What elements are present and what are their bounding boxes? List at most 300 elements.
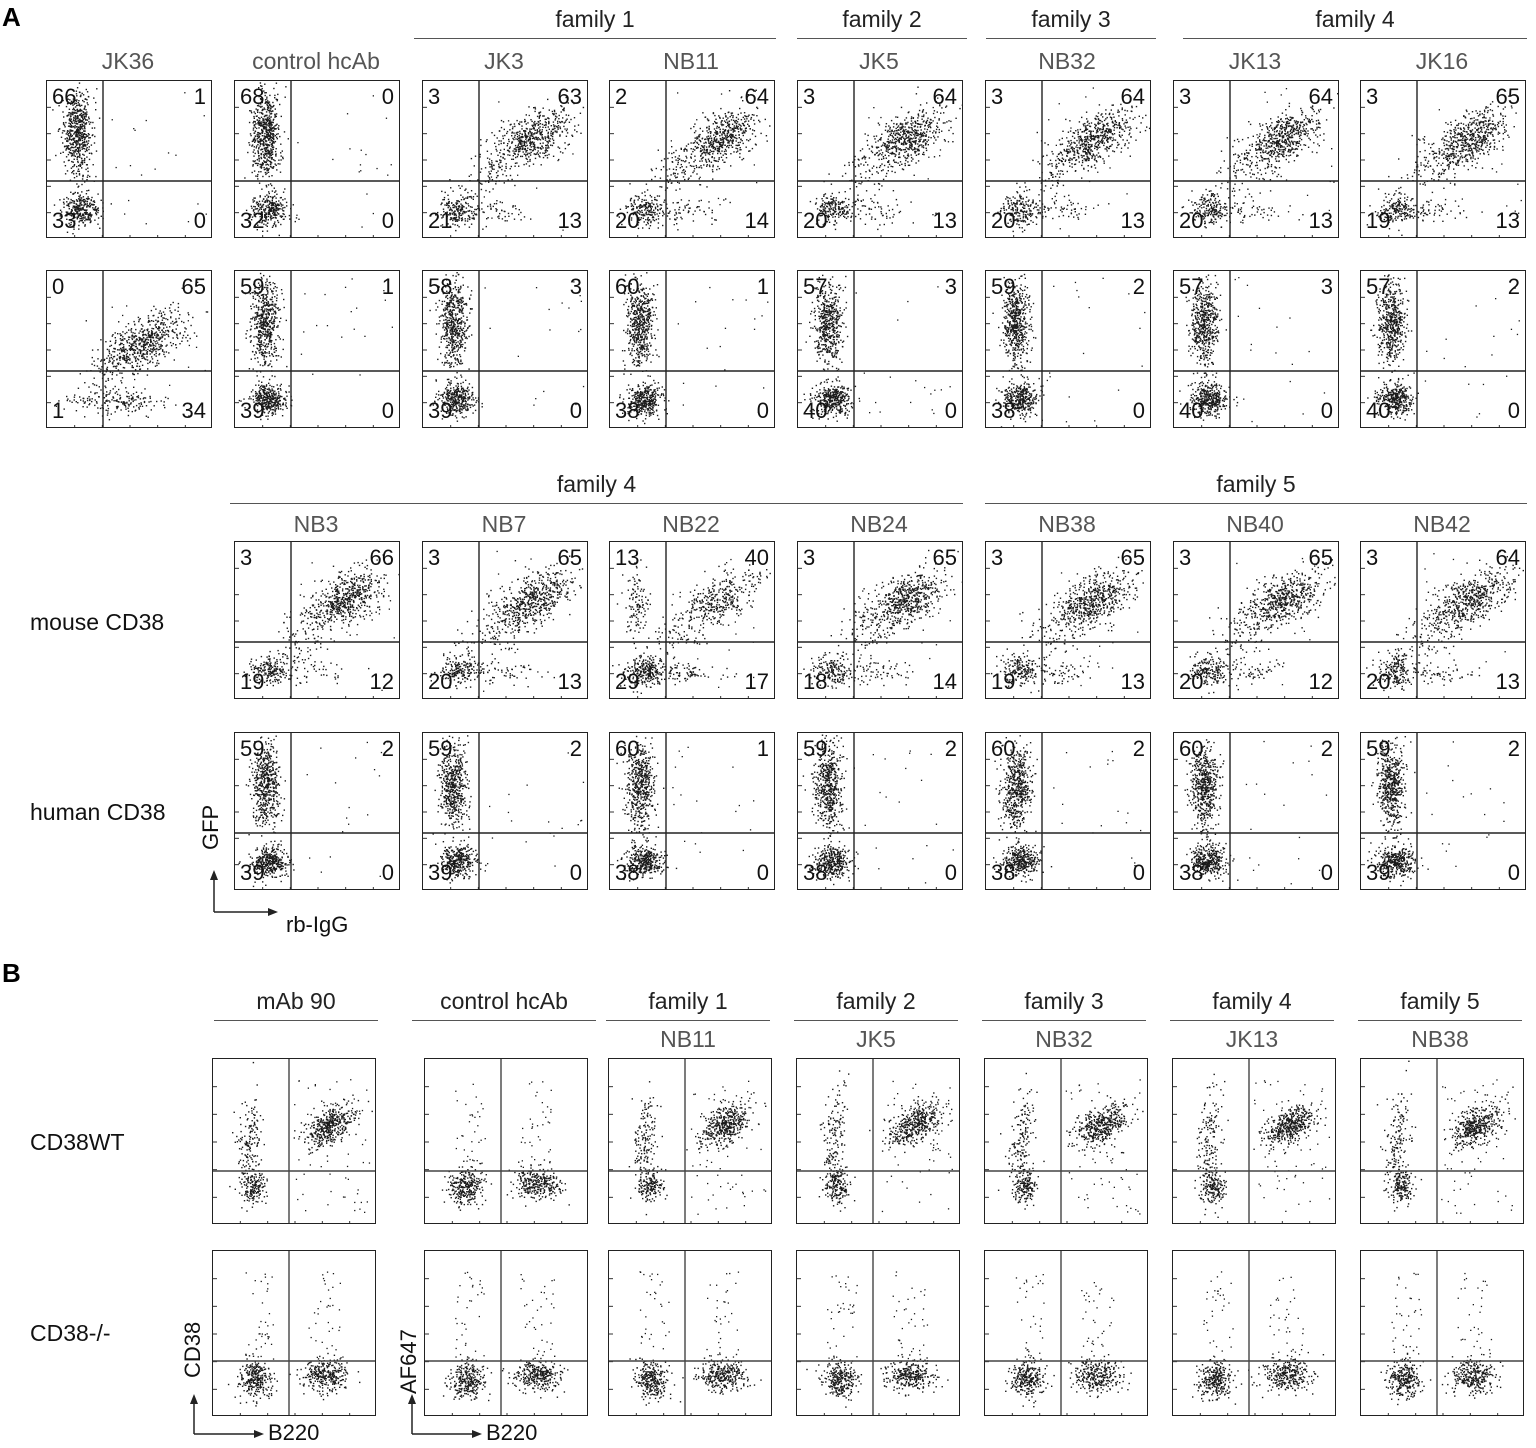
plot-b-ko-nb38-svg xyxy=(1361,1251,1524,1416)
quadrant-value-ul: 2 xyxy=(615,86,627,108)
cluster-b220pos-cd38hi xyxy=(1444,1087,1516,1163)
sparse-events xyxy=(1422,741,1505,867)
group-label-control-hcab: control hcAb xyxy=(412,988,596,1015)
clone-label-b-jk13: JK13 xyxy=(1170,1026,1334,1053)
cluster-b220neg-cd38pos xyxy=(1000,1073,1038,1201)
plot-a-mouse-nb3 xyxy=(234,541,400,699)
quadrant-value-ul: 58 xyxy=(428,276,452,298)
quadrant-value-ll: 20 xyxy=(1179,210,1203,232)
panel-letter-a: A xyxy=(2,2,21,33)
plot-a-human-nb32 xyxy=(985,270,1151,428)
group-line-b-family-1 xyxy=(606,1020,770,1021)
plot-b-ko-jk13 xyxy=(1172,1250,1336,1416)
quadrant-value-ul: 59 xyxy=(1366,738,1390,760)
sparse-column-1 xyxy=(639,1271,669,1362)
plot-a-mouse-nb7 xyxy=(422,541,588,699)
plot-a-mouse-nb38 xyxy=(985,541,1151,699)
sparse-column-1 xyxy=(1203,1271,1233,1361)
quadrant-value-ur: 64 xyxy=(1309,86,1333,108)
cluster-bridge xyxy=(640,603,704,672)
cluster-b220pos-cd38hi xyxy=(869,1092,952,1153)
clone-label-jk16: JK16 xyxy=(1360,48,1524,75)
axis-ticks xyxy=(1173,1279,1310,1416)
clone-label-nb24: NB24 xyxy=(797,511,961,538)
quadrant-value-lr: 34 xyxy=(182,400,206,422)
group-line-control-hcab xyxy=(412,1020,596,1021)
plot-b-wt-nb11 xyxy=(608,1058,772,1224)
cluster-ur xyxy=(90,302,208,388)
sparse-column-2 xyxy=(1458,1273,1493,1361)
clone-label-nb38: NB38 xyxy=(985,511,1149,538)
cluster-b220neg-low xyxy=(240,1144,268,1209)
quadrant-value-ll: 32 xyxy=(240,210,264,232)
quadrant-value-ll: 19 xyxy=(991,671,1015,693)
sparse-events xyxy=(112,92,207,224)
plot-b-wt-jk5 xyxy=(796,1058,960,1224)
sparse-column-1 xyxy=(1016,1274,1045,1362)
plot-b-wt-mab-90 xyxy=(212,1058,376,1224)
cluster-lr xyxy=(56,386,177,421)
quadrant-value-ur: 1 xyxy=(757,738,769,760)
axis-label-af647: AF647 xyxy=(396,1329,422,1394)
axis-ticks xyxy=(609,1279,746,1416)
quadrant-value-ur: 3 xyxy=(1321,276,1333,298)
quadrant-value-ur: 65 xyxy=(558,547,582,569)
plot-a-mouse-jk3 xyxy=(422,80,588,238)
plot-a-human-jk13 xyxy=(1173,270,1339,428)
group-label-mab90: mAb 90 xyxy=(214,988,378,1015)
quadrant-value-ll: 39 xyxy=(428,862,452,884)
quadrant-value-ur: 2 xyxy=(1133,738,1145,760)
plot-a-mouse-jk16 xyxy=(1360,80,1526,238)
clone-label-b-jk5: JK5 xyxy=(794,1026,958,1053)
clone-label-jk36: JK36 xyxy=(46,48,210,75)
quadrant-value-lr: 0 xyxy=(382,400,394,422)
sparse-column-1 xyxy=(246,1272,275,1359)
group-line-family-3 xyxy=(986,38,1156,39)
group-label-family-2: family 2 xyxy=(797,6,967,33)
quadrant-value-ll: 33 xyxy=(52,210,76,232)
quadrant-value-ur: 65 xyxy=(1121,547,1145,569)
sparse-column-2 xyxy=(521,1081,552,1168)
clone-label-nb40: NB40 xyxy=(1173,511,1337,538)
axis-label-cd38: CD38 xyxy=(180,1322,206,1378)
axis-ticks xyxy=(213,1279,350,1416)
quadrant-value-ul: 3 xyxy=(1179,86,1191,108)
axis-label-rb-igg: rb-IgG xyxy=(286,912,348,938)
quadrant-value-ul: 59 xyxy=(240,276,264,298)
group-label-family-5: family 5 xyxy=(985,471,1527,498)
quadrant-value-ll: 39 xyxy=(240,400,264,422)
sparse-events xyxy=(672,747,754,853)
cluster-ur xyxy=(1019,104,1150,196)
quadrant-value-lr: 0 xyxy=(1508,862,1520,884)
clone-label-jk3: JK3 xyxy=(422,48,586,75)
quadrant-value-lr: 17 xyxy=(745,671,769,693)
group-label-b-family-4: family 4 xyxy=(1170,988,1334,1015)
quadrant-value-ll: 19 xyxy=(1366,210,1390,232)
quadrant-value-ll: 20 xyxy=(991,210,1015,232)
plot-b-wt-nb38-svg xyxy=(1361,1059,1524,1224)
group-label-family-4: family 4 xyxy=(1183,6,1527,33)
quadrant-value-lr: 0 xyxy=(1133,400,1145,422)
plot-a-mouse-nb24 xyxy=(797,541,963,699)
clone-label-b-nb11: NB11 xyxy=(606,1026,770,1053)
axis-label-gfp: GFP xyxy=(198,805,224,850)
axis-label-b220-1: B220 xyxy=(268,1420,319,1446)
sparse-events xyxy=(859,286,951,414)
quadrant-value-ur: 2 xyxy=(1508,738,1520,760)
plot-a-mouse-nb32 xyxy=(985,80,1151,238)
axis-ticks xyxy=(425,1279,562,1416)
group-label-b-family-5: family 5 xyxy=(1358,988,1522,1015)
quadrant-value-ll: 39 xyxy=(1366,862,1390,884)
plot-b-wt-jk13 xyxy=(1172,1058,1336,1224)
cluster-bridge xyxy=(1378,136,1460,209)
quadrant-value-ul: 60 xyxy=(1179,738,1203,760)
cluster-b220pos xyxy=(507,1159,570,1207)
quadrant-value-ll: 29 xyxy=(615,671,639,693)
group-label-family-1: family 1 xyxy=(414,6,776,33)
plot-a-mouse-nb22 xyxy=(609,541,775,699)
quadrant-value-lr: 14 xyxy=(745,210,769,232)
quadrant-value-lr: 13 xyxy=(1121,210,1145,232)
quadrant-value-lr: 0 xyxy=(194,210,206,232)
sparse-column-2 xyxy=(1270,1277,1304,1359)
plot-a-mouse-control-hcab xyxy=(234,80,400,238)
quadrant-value-lr: 0 xyxy=(382,210,394,232)
quadrant-value-ll: 20 xyxy=(1179,671,1203,693)
cluster-b220neg xyxy=(1381,1346,1432,1405)
plot-b-ko-control-hcab-svg xyxy=(425,1251,588,1416)
clone-label-nb32: NB32 xyxy=(985,48,1149,75)
plot-b-ko-control-hcab xyxy=(424,1250,588,1416)
sparse-column-1 xyxy=(827,1275,858,1359)
clone-label-nb3: NB3 xyxy=(234,511,398,538)
quadrant-value-lr: 0 xyxy=(1133,862,1145,884)
plot-b-wt-control-hcab-svg xyxy=(425,1059,588,1224)
axis-ticks xyxy=(797,1087,934,1224)
quadrant-value-ul: 59 xyxy=(991,276,1015,298)
clone-label-control-hcab: control hcAb xyxy=(234,48,398,75)
clone-label-nb42: NB42 xyxy=(1360,511,1524,538)
plot-a-human-nb42 xyxy=(1360,732,1526,890)
sparse-events xyxy=(1425,288,1520,418)
axis-ticks xyxy=(47,297,185,428)
plot-a-mouse-nb42 xyxy=(1360,541,1526,699)
plot-b-wt-nb32 xyxy=(984,1058,1148,1224)
cluster-b220neg-cd38pos xyxy=(1377,1061,1416,1194)
group-line-b-family-5 xyxy=(1358,1020,1522,1021)
cluster-b220neg xyxy=(442,1161,492,1211)
quadrant-value-lr: 0 xyxy=(757,862,769,884)
quadrant-value-ll: 39 xyxy=(240,862,264,884)
plot-b-ko-nb11 xyxy=(608,1250,772,1416)
quadrant-value-ur: 65 xyxy=(1309,547,1333,569)
quadrant-value-ll: 40 xyxy=(803,400,827,422)
cluster-ur xyxy=(479,97,584,185)
quadrant-value-ur: 63 xyxy=(558,86,582,108)
quadrant-value-ur: 64 xyxy=(1121,86,1145,108)
quadrant-value-ul: 68 xyxy=(240,86,264,108)
sparse-events xyxy=(485,281,585,406)
sparse-column-2 xyxy=(1081,1282,1114,1358)
sparse-column-1 xyxy=(455,1272,485,1360)
plot-b-wt-control-hcab xyxy=(424,1058,588,1224)
sparse-column-2 xyxy=(520,1274,555,1356)
clone-label-jk13: JK13 xyxy=(1173,48,1337,75)
quadrant-value-ul: 66 xyxy=(52,86,76,108)
plot-b-ko-mab-90-svg xyxy=(213,1251,376,1416)
quadrant-value-ll: 40 xyxy=(1179,400,1203,422)
sparse-events xyxy=(678,287,769,413)
cluster-bridge xyxy=(629,138,713,214)
cluster-b220pos xyxy=(682,1354,761,1395)
quadrant-value-ur: 40 xyxy=(745,547,769,569)
plot-b-wt-mab-90-svg xyxy=(213,1059,376,1224)
quadrant-value-lr: 13 xyxy=(558,210,582,232)
group-label-b-family-3: family 3 xyxy=(982,988,1146,1015)
quadrant-value-ul: 59 xyxy=(240,738,264,760)
cluster-b220neg xyxy=(443,1356,492,1401)
sparse-events xyxy=(1066,1079,1141,1214)
sparse-events xyxy=(487,752,584,866)
cluster-b220pos xyxy=(289,1353,360,1401)
quadrant-value-ur: 1 xyxy=(194,86,206,108)
quadrant-value-ll: 20 xyxy=(615,210,639,232)
cluster-b220neg xyxy=(1005,1351,1055,1408)
cluster-bridge xyxy=(449,139,515,204)
sparse-events xyxy=(307,741,389,877)
quadrant-value-ur: 64 xyxy=(933,86,957,108)
cluster-b220pos-cd38hi xyxy=(686,1092,766,1151)
quadrant-value-ur: 64 xyxy=(1496,547,1520,569)
axis-ticks xyxy=(985,1279,1122,1416)
cluster-b220neg-low xyxy=(998,1161,1045,1210)
cluster-bridge xyxy=(454,605,519,665)
quadrant-value-ur: 65 xyxy=(933,547,957,569)
quadrant-value-ul: 3 xyxy=(428,547,440,569)
quadrant-value-ul: 57 xyxy=(803,276,827,298)
panel-letter-b: B xyxy=(2,958,21,989)
plot-a-human-control-hcab xyxy=(234,270,400,428)
quadrant-value-lr: 13 xyxy=(933,210,957,232)
quadrant-value-ur: 2 xyxy=(570,738,582,760)
quadrant-value-lr: 0 xyxy=(1321,400,1333,422)
cluster-b220pos-cd38hi xyxy=(1253,1100,1326,1162)
quadrant-value-ur: 1 xyxy=(757,276,769,298)
plot-b-ko-mab-90 xyxy=(212,1250,376,1416)
cluster-b220neg xyxy=(629,1358,681,1406)
cluster-b220neg xyxy=(1192,1359,1242,1405)
clone-label-nb7: NB7 xyxy=(422,511,586,538)
sparse-events xyxy=(1421,553,1506,669)
quadrant-value-lr: 0 xyxy=(570,862,582,884)
group-label-b-family-1: family 1 xyxy=(606,988,770,1015)
quadrant-value-ll: 39 xyxy=(428,400,452,422)
quadrant-value-ll: 1 xyxy=(52,400,64,422)
plot-a-human-nb40 xyxy=(1173,732,1339,890)
group-line-family-4-lower xyxy=(230,503,963,504)
axis-ticks xyxy=(1361,1279,1498,1416)
cluster-bridge xyxy=(1209,594,1277,665)
sparse-events xyxy=(865,750,954,883)
quadrant-value-lr: 0 xyxy=(1508,400,1520,422)
quadrant-value-lr: 12 xyxy=(370,671,394,693)
cluster-bridge xyxy=(80,320,149,416)
axis-ticks xyxy=(1173,1087,1310,1224)
group-line-b-family-3 xyxy=(982,1020,1146,1021)
quadrant-value-ul: 59 xyxy=(803,738,827,760)
plot-b-wt-jk5-svg xyxy=(797,1059,960,1224)
quadrant-value-ll: 18 xyxy=(803,671,827,693)
plot-a-human-nb3 xyxy=(234,732,400,890)
plot-a-human-nb24 xyxy=(797,732,963,890)
plot-a-mouse-jk36 xyxy=(46,80,212,238)
plot-a-human-jk36 xyxy=(46,270,212,428)
plot-b-ko-jk13-svg xyxy=(1173,1251,1336,1416)
group-line-family-4 xyxy=(1183,38,1527,39)
plot-a-human-jk5 xyxy=(797,270,963,428)
quadrant-value-ll: 20 xyxy=(428,671,452,693)
sparse-events xyxy=(1254,1080,1330,1212)
plot-b-ko-jk5 xyxy=(796,1250,960,1416)
group-label-family-3: family 3 xyxy=(986,6,1156,33)
sparse-events xyxy=(1441,1079,1513,1214)
row-label-human-cd38: human CD38 xyxy=(30,799,166,826)
plot-a-human-nb7 xyxy=(422,732,588,890)
plot-a-mouse-jk13 xyxy=(1173,80,1339,238)
quadrant-value-ll: 38 xyxy=(991,862,1015,884)
quadrant-value-ur: 2 xyxy=(1508,276,1520,298)
quadrant-value-ur: 3 xyxy=(945,276,957,298)
quadrant-value-ul: 3 xyxy=(428,86,440,108)
quadrant-value-ur: 2 xyxy=(1133,276,1145,298)
cluster-ul xyxy=(617,559,651,644)
plot-b-wt-nb11-svg xyxy=(609,1059,772,1224)
clone-label-jk5: JK5 xyxy=(797,48,961,75)
quadrant-value-ul: 3 xyxy=(803,86,815,108)
quadrant-value-ul: 60 xyxy=(991,738,1015,760)
cluster-b220neg xyxy=(806,1356,862,1408)
plot-b-wt-jk13-svg xyxy=(1173,1059,1336,1224)
sparse-events xyxy=(296,95,392,228)
axis-ticks xyxy=(797,1279,934,1416)
cluster-ll xyxy=(67,382,103,418)
quadrant-value-ul: 3 xyxy=(1366,86,1378,108)
quadrant-value-ur: 64 xyxy=(745,86,769,108)
plot-a-human-nb22 xyxy=(609,732,775,890)
quadrant-value-lr: 14 xyxy=(933,671,957,693)
group-line-family-1 xyxy=(414,38,776,39)
quadrant-value-ul: 13 xyxy=(615,547,639,569)
row-label-mouse-cd38: mouse CD38 xyxy=(30,609,164,636)
group-line-b-family-4 xyxy=(1170,1020,1334,1021)
quadrant-value-ul: 57 xyxy=(1179,276,1203,298)
quadrant-value-lr: 13 xyxy=(1121,671,1145,693)
quadrant-value-ur: 3 xyxy=(570,276,582,298)
quadrant-value-ul: 3 xyxy=(1366,547,1378,569)
sparse-events xyxy=(1246,741,1327,885)
axis-ticks xyxy=(1361,1087,1498,1224)
group-line-mab90 xyxy=(214,1020,378,1021)
quadrant-value-ul: 3 xyxy=(1179,547,1191,569)
quadrant-value-lr: 0 xyxy=(945,400,957,422)
quadrant-value-ll: 38 xyxy=(1179,862,1203,884)
quadrant-value-ul: 60 xyxy=(615,276,639,298)
clone-label-nb22: NB22 xyxy=(609,511,773,538)
sparse-events xyxy=(691,1081,766,1215)
group-label-family-4-lower: family 4 xyxy=(230,471,963,498)
quadrant-value-lr: 0 xyxy=(382,862,394,884)
cluster-b220neg xyxy=(228,1348,278,1406)
quadrant-value-lr: 0 xyxy=(1321,862,1333,884)
plot-b-ko-nb32-svg xyxy=(985,1251,1148,1416)
group-label-b-family-2: family 2 xyxy=(794,988,958,1015)
cluster-b220pos xyxy=(1237,1349,1324,1398)
group-line-family-5 xyxy=(985,503,1527,504)
plot-a-human-nb38 xyxy=(985,732,1151,890)
sparse-column-2 xyxy=(893,1271,929,1359)
quadrant-value-ul: 57 xyxy=(1366,276,1390,298)
quadrant-value-ul: 3 xyxy=(991,547,1003,569)
quadrant-value-lr: 13 xyxy=(1496,210,1520,232)
plot-a-mouse-nb40 xyxy=(1173,541,1339,699)
plot-b-ko-nb11-svg xyxy=(609,1251,772,1416)
cluster-ur xyxy=(659,564,771,645)
row-label-cd38-ko: CD38-/- xyxy=(30,1320,111,1347)
quadrant-value-ll: 40 xyxy=(1366,400,1390,422)
quadrant-value-ur: 2 xyxy=(945,738,957,760)
quadrant-value-ul: 60 xyxy=(615,738,639,760)
cluster-b220pos-cd38hi xyxy=(1066,1095,1143,1156)
row-label-cd38wt: CD38WT xyxy=(30,1129,125,1156)
plot-a-mouse-jk5 xyxy=(797,80,963,238)
axis-label-b220-2: B220 xyxy=(486,1420,537,1446)
quadrant-value-ur: 0 xyxy=(382,86,394,108)
plot-a-mouse-nb11 xyxy=(609,80,775,238)
plot-a-human-nb11 xyxy=(609,270,775,428)
group-line-family-2 xyxy=(797,38,967,39)
quadrant-value-ll: 38 xyxy=(803,862,827,884)
quadrant-value-ll: 21 xyxy=(428,210,452,232)
quadrant-value-ul: 59 xyxy=(428,738,452,760)
clone-label-nb11: NB11 xyxy=(609,48,773,75)
quadrant-value-ul: 3 xyxy=(240,547,252,569)
quadrant-value-ll: 20 xyxy=(803,210,827,232)
quadrant-value-lr: 12 xyxy=(1309,671,1333,693)
plot-b-wt-nb32-svg xyxy=(985,1059,1148,1224)
cluster-bridge xyxy=(268,611,331,669)
quadrant-value-lr: 0 xyxy=(570,400,582,422)
plot-b-wt-nb38 xyxy=(1360,1058,1524,1224)
sparse-column-2 xyxy=(706,1272,739,1358)
quadrant-value-ll: 38 xyxy=(991,400,1015,422)
plot-b-ko-jk5-svg xyxy=(797,1251,960,1416)
quadrant-value-lr: 0 xyxy=(757,400,769,422)
sparse-events xyxy=(1047,278,1146,423)
quadrant-value-ur: 1 xyxy=(382,276,394,298)
plot-b-ko-nb32 xyxy=(984,1250,1148,1416)
group-line-b-family-2 xyxy=(794,1020,958,1021)
plot-b-ko-nb38 xyxy=(1360,1250,1524,1416)
quadrant-value-lr: 13 xyxy=(1496,671,1520,693)
quadrant-value-ur: 66 xyxy=(370,547,394,569)
quadrant-value-ll: 38 xyxy=(615,400,639,422)
sparse-column-1 xyxy=(455,1084,486,1165)
quadrant-value-ur: 65 xyxy=(182,276,206,298)
quadrant-value-lr: 13 xyxy=(558,671,582,693)
